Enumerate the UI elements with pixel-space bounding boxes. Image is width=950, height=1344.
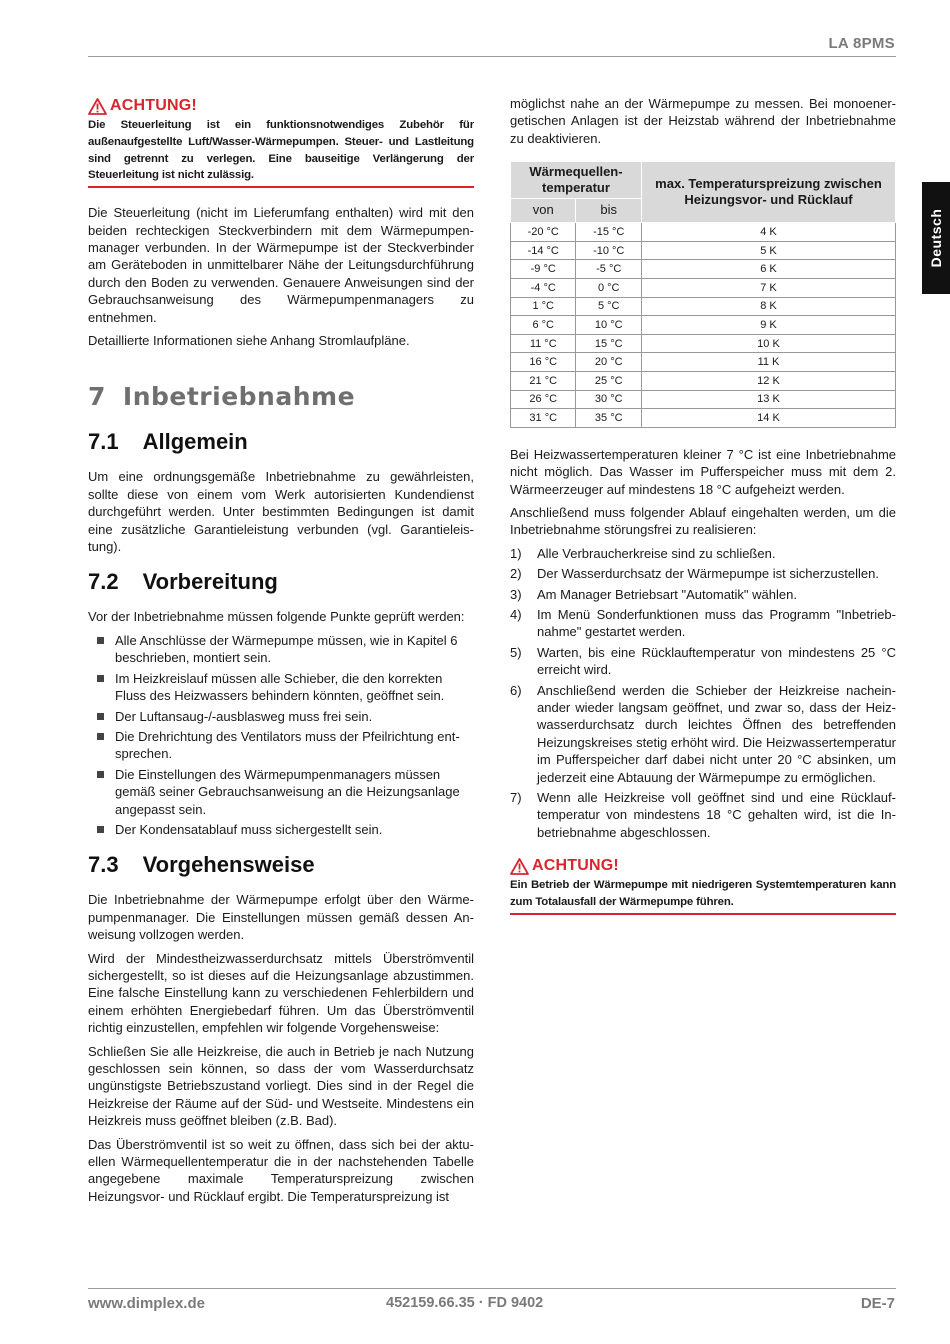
list-item [510,565,896,582]
section-title: Allgemein [142,429,248,455]
cell-spread: 4 K [641,223,895,242]
list-item-text: Der Luftansaug-/-ausblasweg muss frei sein. [115,708,373,724]
bullet-square-icon [97,771,104,778]
warning-box [88,97,474,188]
step-number: 2) [510,566,522,582]
cell-von: 11 °C [511,334,576,353]
cell-von: -4 °C [511,279,576,298]
bullet-square-icon [97,733,104,740]
step-number: 6) [510,682,522,698]
warning-text: Ein Betrieb der Wärmepumpe mit niedrigeren Systemtemperaturen kann zum Totalausfall der Wärmepumpe führen. [510,877,896,915]
warning-header [88,97,474,115]
footer-document-number: 452159.66.35 · FD 9402 [386,1295,544,1311]
cell-spread: 7 K [641,279,895,298]
cell-bis: 30 °C [576,390,641,409]
cell-bis: 35 °C [576,409,641,428]
cell-spread: 9 K [641,316,895,335]
checklist [88,632,474,838]
paragraph: Schließen Sie alle Heizkreise, die auch in Betrieb je nach Nutzung geschlossen sein können, so dass der vom Wasserdurchsatz ungünstigste Betriebszustand vorliegt. Dies sind in der Regel die Heizkreise der Räume auf der Süd- und Westseite. Mindestens ein Heizkreis muss geöffnet bleiben (z.B. Bad). [88,1043,474,1129]
cell-bis: -10 °C [576,241,641,260]
bullet-square-icon [97,713,104,720]
table-row [511,334,896,353]
paragraph: Wird der Mindestheizwasserdurchsatz mittels Überströmventil sichergestellt, so ist dieses auf die Heizungsanlage abzustimmen. Eine falsche Einstellung kann zu verschiedenen Fehlerbildern und einem erhöhten Energiebedarf führen. Um das Überströmventil richtig einzustellen, empfehlen wir folgende Vorgehensweise: [88,950,474,1036]
left-column [88,97,474,1211]
header-divider [88,56,896,57]
bullet-square-icon [97,826,104,833]
section-title: Vorgehensweise [142,852,315,878]
bullet-square-icon [97,637,104,644]
header-title: LA 8PMS [828,35,895,52]
warning-header [510,857,896,875]
header-max-spread: max. Temperaturspreizung zwischen Heizungsvor- und Rücklauf [641,162,895,223]
cell-spread: 11 K [641,353,895,372]
section-heading [88,429,474,455]
list-item-text: Die Einstellungen des Wärmepumpenmanagers müssen gemäß seiner Gebrauchsanweisung an die Heizungsanlage angepasst sein. [115,766,460,817]
section-number: 7.3 [88,852,119,878]
list-item [510,789,896,841]
paragraph: Die Steuerleitung (nicht im Lieferumfang enthalten) wird mit den beiden rechteckigen Steckverbindern mit dem Wärmepumpenmanager verbunden. In der Wärmepumpe ist der Steckverbinder am Geräteboden in unmittelbarer Nähe der Leitungsdurchführung durch den Boden zu verwenden. Genauere Anweisungen sind der Gebrauchsanweisung des Wärmepumpenmanagers zu entnehmen. [88,205,474,325]
list-item [510,644,896,679]
table-header-row [511,162,896,199]
step-number: 7) [510,790,522,806]
table-row [511,390,896,409]
step-number: 3) [510,586,522,602]
section-number: 7.1 [88,429,119,455]
cell-von: 21 °C [511,371,576,390]
cell-bis: 10 °C [576,316,641,335]
step-text: Warten, bis eine Rücklauftemperatur von mindestens 25 °C erreicht wird. [537,644,896,678]
table-row [511,223,896,242]
section-heading [88,569,474,595]
step-text: Anschließend werden die Schieber der Heizkreise nacheinander wieder langsam geöffnet, und zwar so, dass der Heizwasserdurchsatz durch leichtes Öffnen des betreffenden Heizungskreises stetig erhöht wird. Die Heizwassertemperatur im Pufferspeicher darf dabei nicht unter 20 °C absinken, um jederzeit eine Abtauung der Wärmepumpe zu ermöglichen. [537,682,896,785]
warning-text: Die Steuerleitung ist ein funktionsnotwendiges Zubehör für außenaufgestellte Luft/Wasser-Wärmepumpen. Steuer- und Lastleitung sind getrennt zu verlegen. Eine bauseitige Verlängerung der Steuerleitung ist nicht zulässig. [88,117,474,188]
section-title: Vorbereitung [142,569,278,595]
paragraph: Bei Heizwassertemperaturen kleiner 7 °C ist eine Inbetriebnahme nicht möglich. Das Wasser im Pufferspeicher muss mit dem 2. Wärmeerzeuger auf mindestens 18 °C aufgeheizt werden. [510,446,896,497]
step-text: Wenn alle Heizkreise voll geöffnet sind und eine Rücklauftemperatur von mindestens 18 °C gehalten wird, ist die Inbetriebnahme abgeschlossen. [537,790,896,840]
table-row [511,279,896,298]
header-von: von [511,199,576,223]
table-row [511,297,896,316]
cell-spread: 13 K [641,390,895,409]
warning-triangle-icon [510,858,529,875]
paragraph: Anschließend muss folgender Ablauf eingehalten werden, um die Inbetriebnahme störungsfrei zu realisieren: [510,504,896,538]
list-item-text: Der Kondensatablauf muss sichergestellt sein. [115,821,383,837]
warning-title: ACHTUNG! [532,857,619,875]
list-item [510,682,896,786]
list-item [88,766,474,818]
table-row [511,316,896,335]
cell-spread: 5 K [641,241,895,260]
step-number: 4) [510,607,522,622]
cell-bis: 15 °C [576,334,641,353]
warning-triangle-icon [88,98,107,115]
cell-von: -20 °C [511,223,576,242]
section-number: 7.2 [88,569,119,595]
footer-page-number: DE-7 [860,1295,895,1312]
cell-von: 16 °C [511,353,576,372]
cell-von: -14 °C [511,241,576,260]
cell-von: 6 °C [511,316,576,335]
list-item-text: Die Drehrichtung des Ventilators muss der Pfeilrichtung entsprechen. [115,728,460,762]
language-tab-label: Deutsch [928,208,944,268]
table-row [511,409,896,428]
cell-von: 31 °C [511,409,576,428]
warning-box [510,857,896,915]
section-heading [88,852,474,878]
list-item-text: Im Heizkreislauf müssen alle Schieber, die den korrekten Fluss des Heizwassers behindern könnten, geöffnet sein. [115,670,445,704]
cell-bis: -15 °C [576,223,641,242]
paragraph: möglichst nahe an der Wärmepumpe zu messen. Bei monoenergetischen Anlagen ist der Heizstab während der Inbetriebnahme zu deaktivieren. [510,96,896,146]
cell-von: 26 °C [511,390,576,409]
table-row [511,260,896,279]
step-text: Der Wasserdurchsatz der Wärmepumpe ist sicherzustellen. [537,566,879,582]
list-item [88,728,474,763]
bullet-square-icon [97,675,104,682]
cell-spread: 10 K [641,334,895,353]
paragraph: Das Überströmventil ist so weit zu öffnen, dass sich bei der aktuellen Wärmequellentemperatur die in der nachstehenden Tabelle angegebene maximale Temperaturspreizung zwischen Heizungsvor- und Rücklauf ergibt. Die Temperaturspreizung ist [88,1136,474,1204]
step-number: 5) [510,644,522,660]
cell-bis: 20 °C [576,353,641,372]
step-text: Alle Verbraucherkreise sind zu schließen. [537,545,776,561]
right-column [510,95,896,931]
cell-bis: 25 °C [576,371,641,390]
cell-von: 1 °C [511,297,576,316]
list-item [510,586,896,603]
chapter-heading [88,382,474,411]
footer-website-link[interactable]: www.dimplex.de [88,1295,205,1312]
cell-bis: 5 °C [576,297,641,316]
list-item [88,821,474,838]
step-text: Am Manager Betriebsart "Automatik" wählen. [537,586,797,602]
chapter-number: 7 [88,382,106,412]
list-item [88,708,474,725]
list-item [510,545,896,562]
step-text: Im Menü Sonderfunktionen muss das Programm "Inbetriebnahme" gestartet werden. [537,607,896,640]
footer-divider [88,1288,896,1289]
cell-spread: 12 K [641,371,895,390]
procedure-steps [510,545,896,842]
temperature-spread-table [510,161,896,428]
list-item [510,606,896,641]
header-bis: bis [576,199,641,223]
header-source-temp: Wärmequellen-temperatur [511,162,642,199]
step-number: 1) [510,545,522,561]
list-item [88,670,474,705]
cell-bis: 0 °C [576,279,641,298]
cell-spread: 14 K [641,409,895,428]
cell-spread: 6 K [641,260,895,279]
language-tab [922,182,950,294]
list-item-text: Alle Anschlüsse der Wärmepumpe müssen, wie in Kapitel 6 beschrieben, montiert sein. [115,632,458,666]
cell-spread: 8 K [641,297,895,316]
paragraph: Vor der Inbetriebnahme müssen folgende Punkte geprüft werden: [88,609,465,625]
table-row [511,353,896,372]
paragraph: Detaillierte Informationen siehe Anhang Stromlaufpläne. [88,333,410,349]
paragraph: Die Inbetriebnahme der Wärmepumpe erfolgt über den Wärmepumpenmanager. Die Einstellungen müssen gemäß dessen Anweisung vollzogen werden. [88,892,474,943]
cell-von: -9 °C [511,260,576,279]
warning-title: ACHTUNG! [110,97,197,114]
cell-bis: -5 °C [576,260,641,279]
table-row [511,371,896,390]
chapter-title: Inbetriebnahme [122,382,356,412]
table-row [511,241,896,260]
list-item [88,632,474,667]
paragraph: Um eine ordnungsgemäße Inbetriebnahme zu gewährleisten, sollte diese von einem vom Werk autorisierten Kundendienst durchgeführt werden. Unter bestimmten Bedingungen ist damit eine zusätzliche Garantieleistung verbunden (vgl. Garantieleistung). [88,469,474,555]
